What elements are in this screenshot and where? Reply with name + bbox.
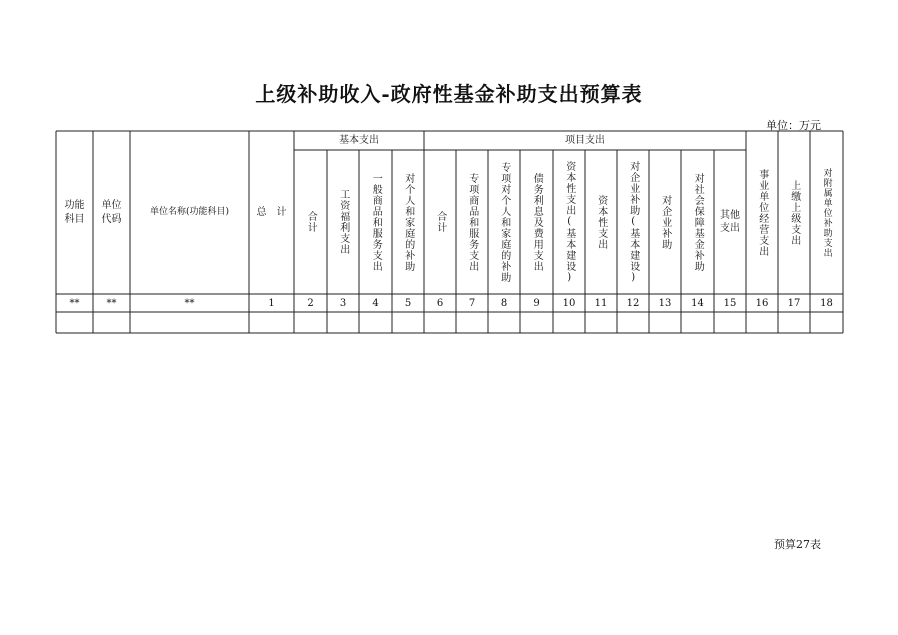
unit-label: 单位：万元 bbox=[766, 119, 821, 132]
footer-label: 预算27表 bbox=[774, 538, 821, 551]
index-cell: 18 bbox=[820, 297, 833, 309]
index-cell: 1 bbox=[268, 297, 275, 309]
header-enterprise: 对企业补助 bbox=[659, 194, 671, 250]
header-subsidiary: 对附属单位补助支出 bbox=[821, 167, 832, 258]
header-group-basic: 基本支出 bbox=[339, 134, 379, 146]
index-cell: ** bbox=[106, 297, 117, 309]
index-cell: 17 bbox=[787, 297, 801, 309]
index-cell: 2 bbox=[307, 297, 314, 309]
index-cell: 12 bbox=[626, 297, 640, 309]
header-capital-basic: 资本性支出(基本建设) bbox=[563, 160, 575, 284]
header-special-goods: 专项商品和服务支出 bbox=[466, 172, 478, 272]
header-special-individual: 专项对个人和家庭的补助 bbox=[498, 161, 510, 283]
header-total: 总 计 bbox=[256, 206, 287, 218]
header-basic-sum: 合计 bbox=[305, 211, 317, 233]
index-cell: 5 bbox=[404, 297, 412, 309]
index-cell: 11 bbox=[594, 297, 608, 309]
index-cell: 15 bbox=[723, 297, 737, 309]
index-cell: 14 bbox=[691, 297, 704, 309]
index-cell: 3 bbox=[339, 297, 347, 309]
header-func-subject: 功能 科目 bbox=[64, 200, 85, 225]
header-other: 其他 支出 bbox=[720, 209, 740, 234]
header-unit-code: 单位 代码 bbox=[101, 200, 122, 225]
index-cell: 16 bbox=[755, 297, 769, 309]
header-goods: 一般商品和服务支出 bbox=[370, 172, 382, 272]
index-cell: ** bbox=[69, 297, 80, 309]
header-debt: 债务利息及费用支出 bbox=[531, 172, 543, 272]
index-cell: 10 bbox=[562, 297, 576, 309]
header-wage: 工资福利支出 bbox=[337, 189, 349, 255]
index-cell: 13 bbox=[658, 297, 672, 309]
header-group-project: 项目支出 bbox=[565, 134, 605, 146]
header-social-security: 对社会保障基金补助 bbox=[692, 172, 704, 272]
index-cell: 9 bbox=[533, 297, 540, 309]
header-unit-name: 单位名称(功能科目) bbox=[149, 207, 230, 218]
header-capital: 资本性支出 bbox=[595, 194, 607, 250]
page-title: 上级补助收入-政府性基金补助支出预算表 bbox=[255, 82, 643, 106]
header-proj-sum: 合计 bbox=[434, 211, 446, 233]
header-business-unit: 事业单位经营支出 bbox=[756, 168, 768, 257]
header-remit-upper: 上缴上级支出 bbox=[788, 179, 800, 246]
table-row bbox=[56, 312, 843, 333]
index-cell: 7 bbox=[468, 297, 476, 309]
index-cell: 4 bbox=[372, 297, 379, 309]
index-cell: 6 bbox=[436, 297, 444, 309]
index-cell: ** bbox=[184, 297, 195, 309]
index-cell: 8 bbox=[500, 297, 508, 309]
header-individual: 对个人和家庭的补助 bbox=[402, 172, 414, 272]
header-enterprise-basic: 对企业补助(基本建设) bbox=[627, 160, 639, 284]
